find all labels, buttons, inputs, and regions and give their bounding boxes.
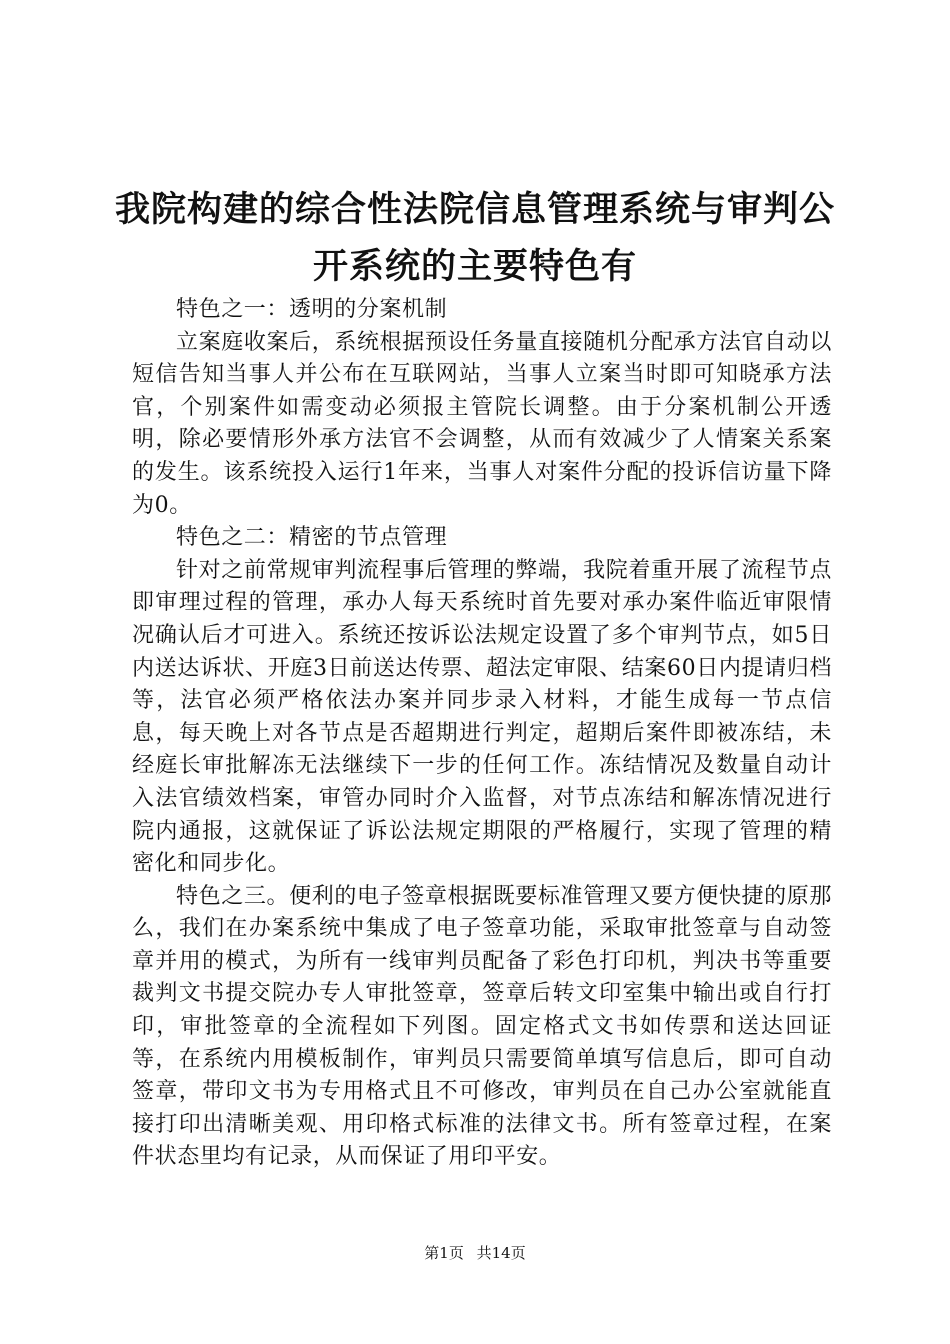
page-number: 第1页 [424, 1244, 464, 1262]
paragraph-2: 针对之前常规审判流程事后管理的弊端，我院着重开展了流程节点即审理过程的管理，承办人每天系统时首先要对承办案件临近审限情况确认后才可进入。系统还按诉讼法规定设置了多个审判节点，如5日内送达诉状、开庭3日前送达传票、超法定审限、结案60日内提请归档等，法官必须严格依法办案并同步录入材料，才能生成每一节点信息，每天晚上对各节点是否超期进行判定，超期后案件即被冻结，未经庭长审批解冻无法继续下一步的任何工作。冻结情况及数量自动计入法官绩效档案，审管办同时介入监督，对节点冻结和解冻情况进行院内通报，这就保证了诉讼法规定期限的严格履行，实现了管理的精密化和同步化。 [132, 557, 832, 877]
document-body [132, 294, 832, 1174]
document-title-line-2: 开系统的主要特色有 [312, 247, 637, 287]
document-title-line-1: 我院构建的综合性法院信息管理系统与审判公 [114, 190, 835, 230]
paragraph-3: 特色之三。便利的电子签章根据既要标准管理又要方便快捷的原那么，我们在办案系统中集成了电子签章功能，采取审批签章与自动签章并用的模式，为所有一线审判员配备了彩色打印机，判决书等重要裁判文书提交院办专人审批签章，签章后转文印室集中输出或自行打印，审批签章的全流程如下列图。固定格式文书如传票和送达回证等，在系统内用模板制作，审判员只需要简单填写信息后，即可自动签章，带印文书为专用格式且不可修改，审判员在自己办公室就能直接打印出清晰美观、用印格式标准的法律文书。所有签章过程，在案件状态里均有记录，从而保证了用印平安。 [132, 883, 832, 1170]
page-footer [0, 1243, 950, 1263]
page-total: 共14页 [476, 1244, 526, 1262]
paragraph-1: 立案庭收案后，系统根据预设任务量直接随机分配承方法官自动以 短信告知当事人并公布在互联网站，当事人立案当时即可知晓承方法官，个别案件如需变动必须报主管院长调整。由于分案机制公开透明，除必要情形外承方法官不会调整，从而有效减少了人情案关系案的发生。该系统投入运行1年来，当事人对案件分配的投诉信访量下降为0。 [132, 329, 832, 518]
section-heading-2: 特色之二：精密的节点管理 [176, 525, 448, 551]
section-heading-1: 特色之一：透明的分案机制 [176, 297, 448, 322]
